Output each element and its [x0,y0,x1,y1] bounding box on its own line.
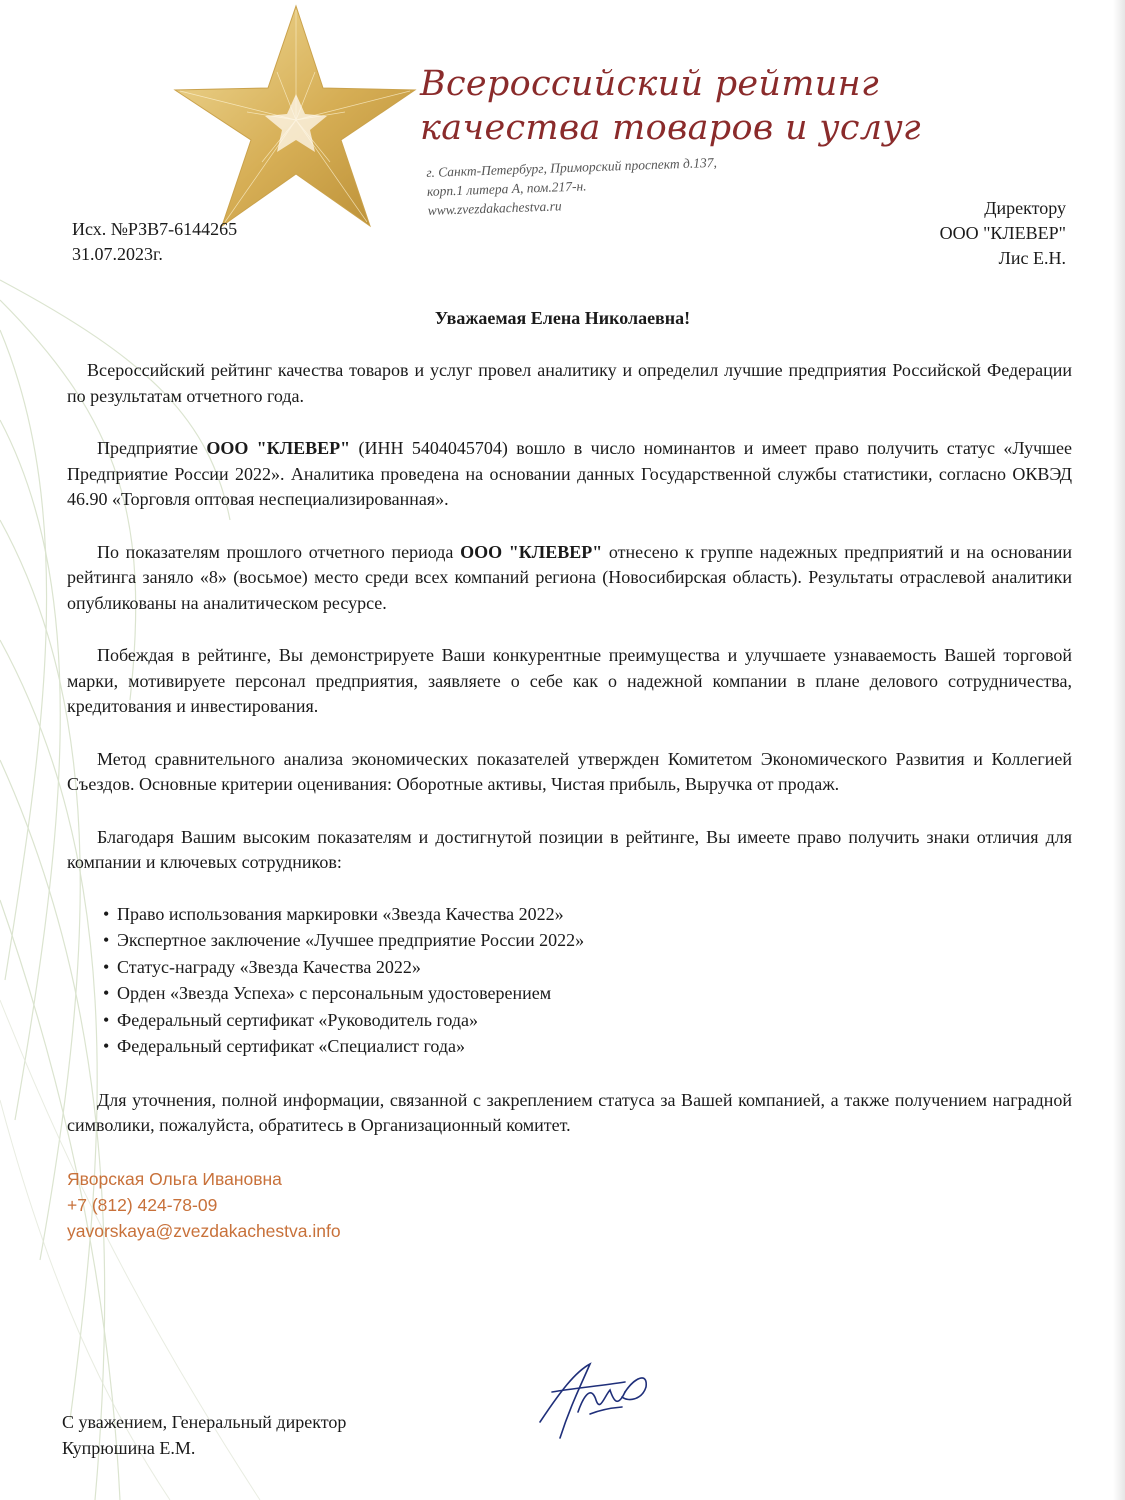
page-edge-shadow [1113,0,1125,1500]
org-address [426,153,718,220]
outgoing-date: 31.07.2023г. [72,244,163,264]
handwritten-signature [530,1352,660,1442]
contact-name: Яворская Ольга Ивановна [67,1168,282,1189]
letter-body [67,358,1072,1244]
org-title-line2: качества товаров и услуг [420,108,921,148]
award-item: • Право использования маркировки «Звезда Качества 2022» [103,901,1072,928]
outgoing-number: Исх. №РЗВ7-6144265 [72,219,238,239]
addressee-line2: ООО "КЛЕВЕР" [939,223,1066,243]
paragraph-2 [67,436,1072,513]
contact-email[interactable]: yavorskaya@zvezdakachestva.info [67,1220,341,1241]
paragraph-4: Побеждая в рейтинге, Вы демонстрируете Ваши конкурентные преимущества и улучшаете узнаваемость Вашей торговой марки, мотивируете персонал предприятия, заявляете о себе как о надежной компании в плане делового сотрудничества, кредитования и инвестирования. [67,645,1072,716]
paragraph-1: Всероссийский рейтинг качества товаров и услуг провел аналитику и определил лучшие предприятия Российской Федерации по результатам отчетного года. [67,360,1072,406]
award-item: • Экспертное заключение «Лучшее предприятие России 2022» [103,927,1072,954]
signoff-line2: Купрюшина Е.М. [62,1438,196,1458]
signoff-block [62,1409,346,1461]
award-item: • Статус-награду «Звезда Качества 2022» [103,954,1072,981]
greeting: Уважаемая Елена Николаевна! [434,308,691,328]
p3-text-start: По показателям прошлого отчетного периода [97,541,461,562]
contact-block [67,1166,1072,1244]
contact-phone[interactable]: +7 (812) 424-78-09 [67,1194,218,1215]
company-name: ООО "КЛЕВЕР" [460,541,603,562]
addressee-block [940,196,1066,271]
gold-star-icon [165,2,420,230]
award-item: • Орден «Звезда Успеха» с персональным удостоверением [103,980,1072,1007]
addressee-line3: Лис Е.Н. [998,248,1066,268]
org-title [420,62,921,150]
p3-text-end: отнесено к группе надежных предприятий и на основании рейтинга заняло «8» (восьмое) место среди всех компаний региона (Новосибирская область). Результаты отраслевой аналитики опубликованы на аналитическом ресурсе. [67,541,1072,613]
company-name: ООО "КЛЕВЕР" [206,438,351,458]
org-title-line1: Всероссийский рейтинг [420,64,879,104]
paragraph-6: Благодаря Вашим высоким показателям и достигнутой позиции в рейтинге, Вы имеете право получить знаки отличия для компании и ключевых сотрудников: [67,826,1072,872]
award-item: • Федеральный сертификат «Руководитель года» [103,1007,1072,1034]
p2-text-start: Предприятие [97,438,207,458]
signoff-line1: С уважением, Генеральный директор [62,1412,347,1432]
website-link[interactable]: www.zvezdakachestva.ru [427,198,562,218]
addressee-line1: Директору [984,198,1066,218]
awards-list [103,901,1072,1060]
p2-text-end: (ИНН 5404045704) вошло в число номинантов и имеет право получить статус «Лучшее Предприятие России 2022». Аналитика проведена на основании данных Государственной службы статистики, согласно ОКВЭД 46.90 «Торговля оптовая неспециализированная». [67,438,1073,509]
paragraph-3 [67,540,1072,617]
address-line2: корп.1 литера А, пом.217-н. [426,178,587,199]
outgoing-reference [72,217,237,267]
award-item: • Федеральный сертификат «Специалист года» [103,1033,1072,1060]
paragraph-5: Метод сравнительного анализа экономических показателей утвержден Комитетом Экономического Развития и Коллегией Съездов. Основные критерии оценивания: Оборотные активы, Чистая прибыль, Выручка от продаж. [67,748,1072,794]
paragraph-7: Для уточнения, полной информации, связанной с закреплением статуса за Вашей компанией, а также получением наградной символики, пожалуйста, обратитесь в Организационный комитет. [67,1089,1072,1135]
address-line1: г. Санкт-Петербург, Приморский проспект д.137, [426,154,718,180]
